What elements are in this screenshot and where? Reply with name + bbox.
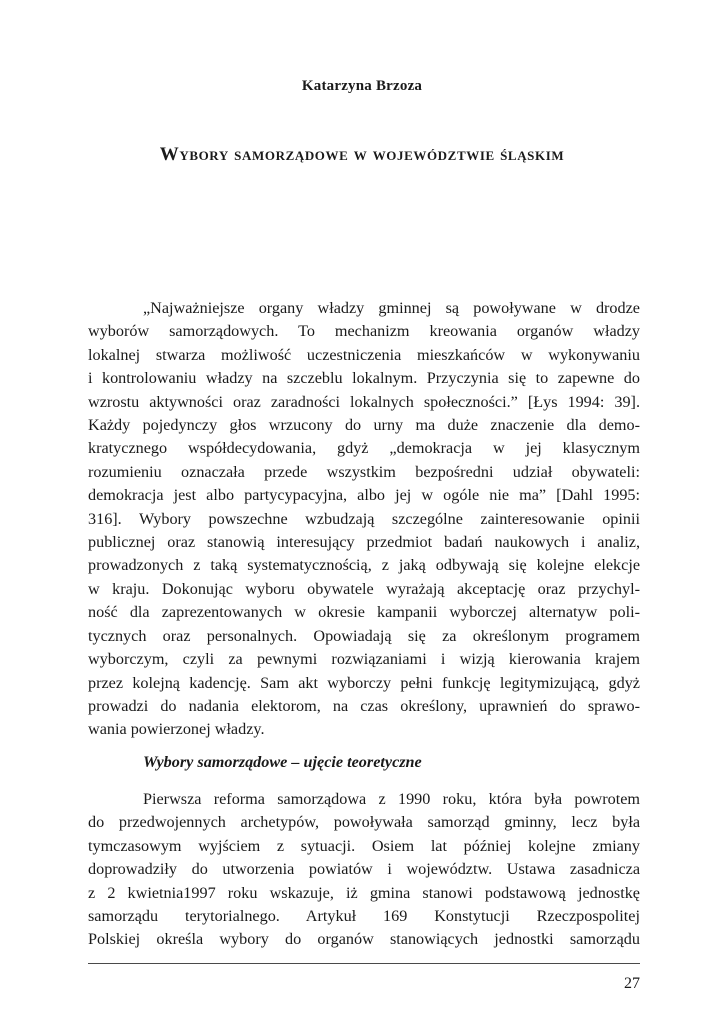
text-line: rozumieniu oznaczała przede wszystkim bezpośredni udział obywateli: [88,462,640,481]
text-line: samorządu terytorialnego. Artykuł 169 Konstytucji Rzeczpospolitej [88,907,640,926]
text-line: i kontrolowaniu władzy na szczeblu lokalnym. Przyczynia się to zapewne do [88,369,640,388]
text-line: publicznej oraz stanowią interesujący przedmiot badań naukowych i analiz, [88,533,640,552]
text-line: „Najważniejsze organy władzy gminnej są powoływane w drodze [143,299,640,317]
article-title: Wybory samorządowe w województwie śląskim [159,144,565,165]
text-line: demokracja jest albo partycypacyjna, albo jej w ogóle nie ma” [Dahl 1995: [88,486,640,505]
text-line: ność dla zaprezentowanych w okresie kampanii wyborczej alternatyw poli- [88,603,640,622]
paragraph-intro [88,297,640,742]
text-line: wyborów samorządowych. To mechanizm kreowania organów władzy [88,322,640,341]
text-line: przez kolejną kadencję. Sam akt wyborczy pełni funkcję legitymizującą, gdyż [88,673,640,692]
text-line: kratycznego współdecydowania, gdyż „demokracja w jej klasycznym [88,439,640,458]
paragraph-reform [88,788,640,952]
text-line: z 2 kwietnia1997 roku wskazuje, iż gmina stanowi podstawową jednostkę [88,883,640,902]
footer-rule [88,963,640,964]
text-line: doprowadziły do utworzenia powiatów i województw. Ustawa zasadnicza [88,860,640,879]
text-line: Pierwsza reforma samorządowa z 1990 roku, która była powrotem [143,790,640,808]
text-line: w kraju. Dokonując wyboru obywatele wyrażają akceptację oraz przychyl- [88,579,640,598]
text-line: 316]. Wybory powszechne wzbudzają szczególne zainteresowanie opinii [88,509,640,528]
text-line: wyborczym, czyli za pewnymi rozwiązaniami i wizją kierowania krajem [88,650,640,669]
text-line: tycznych oraz personalnych. Opowiadają się za określonym programem [88,626,640,645]
text-line: lokalnej stwarza możliwość uczestniczenia mieszkańców w wykonywaniu [88,345,640,364]
section-heading: Wybory samorządowe – ujęcie teoretyczne [143,753,422,771]
text-line: prowadzonych z taką systematycznością, z jaką odbywają się kolejne elekcje [88,556,640,575]
text-line: Każdy pojedynczy głos wrzucony do urny ma duże znaczenie dla demo- [88,416,640,435]
text-line: do przedwojennych archetypów, powoływała samorząd gminny, lecz była [88,813,640,832]
author-name: Katarzyna Brzoza [301,78,423,94]
text-line: prowadzi do nadania elektorom, na czas określony, uprawnień do sprawo- [88,696,640,715]
text-line: tymczasowym wyjściem z sytuacji. Osiem lat później kolejne zmiany [88,836,640,855]
text-line: Polskiej określa wybory do organów stanowiących jednostki samorządu [88,930,640,949]
text-line: wania powierzonej władzy. [88,720,265,739]
text-line: wzrostu aktywności oraz zaradności lokalnych społeczności.” [Łys 1994: 39]. [88,392,640,411]
page-number: 27 [624,975,640,992]
